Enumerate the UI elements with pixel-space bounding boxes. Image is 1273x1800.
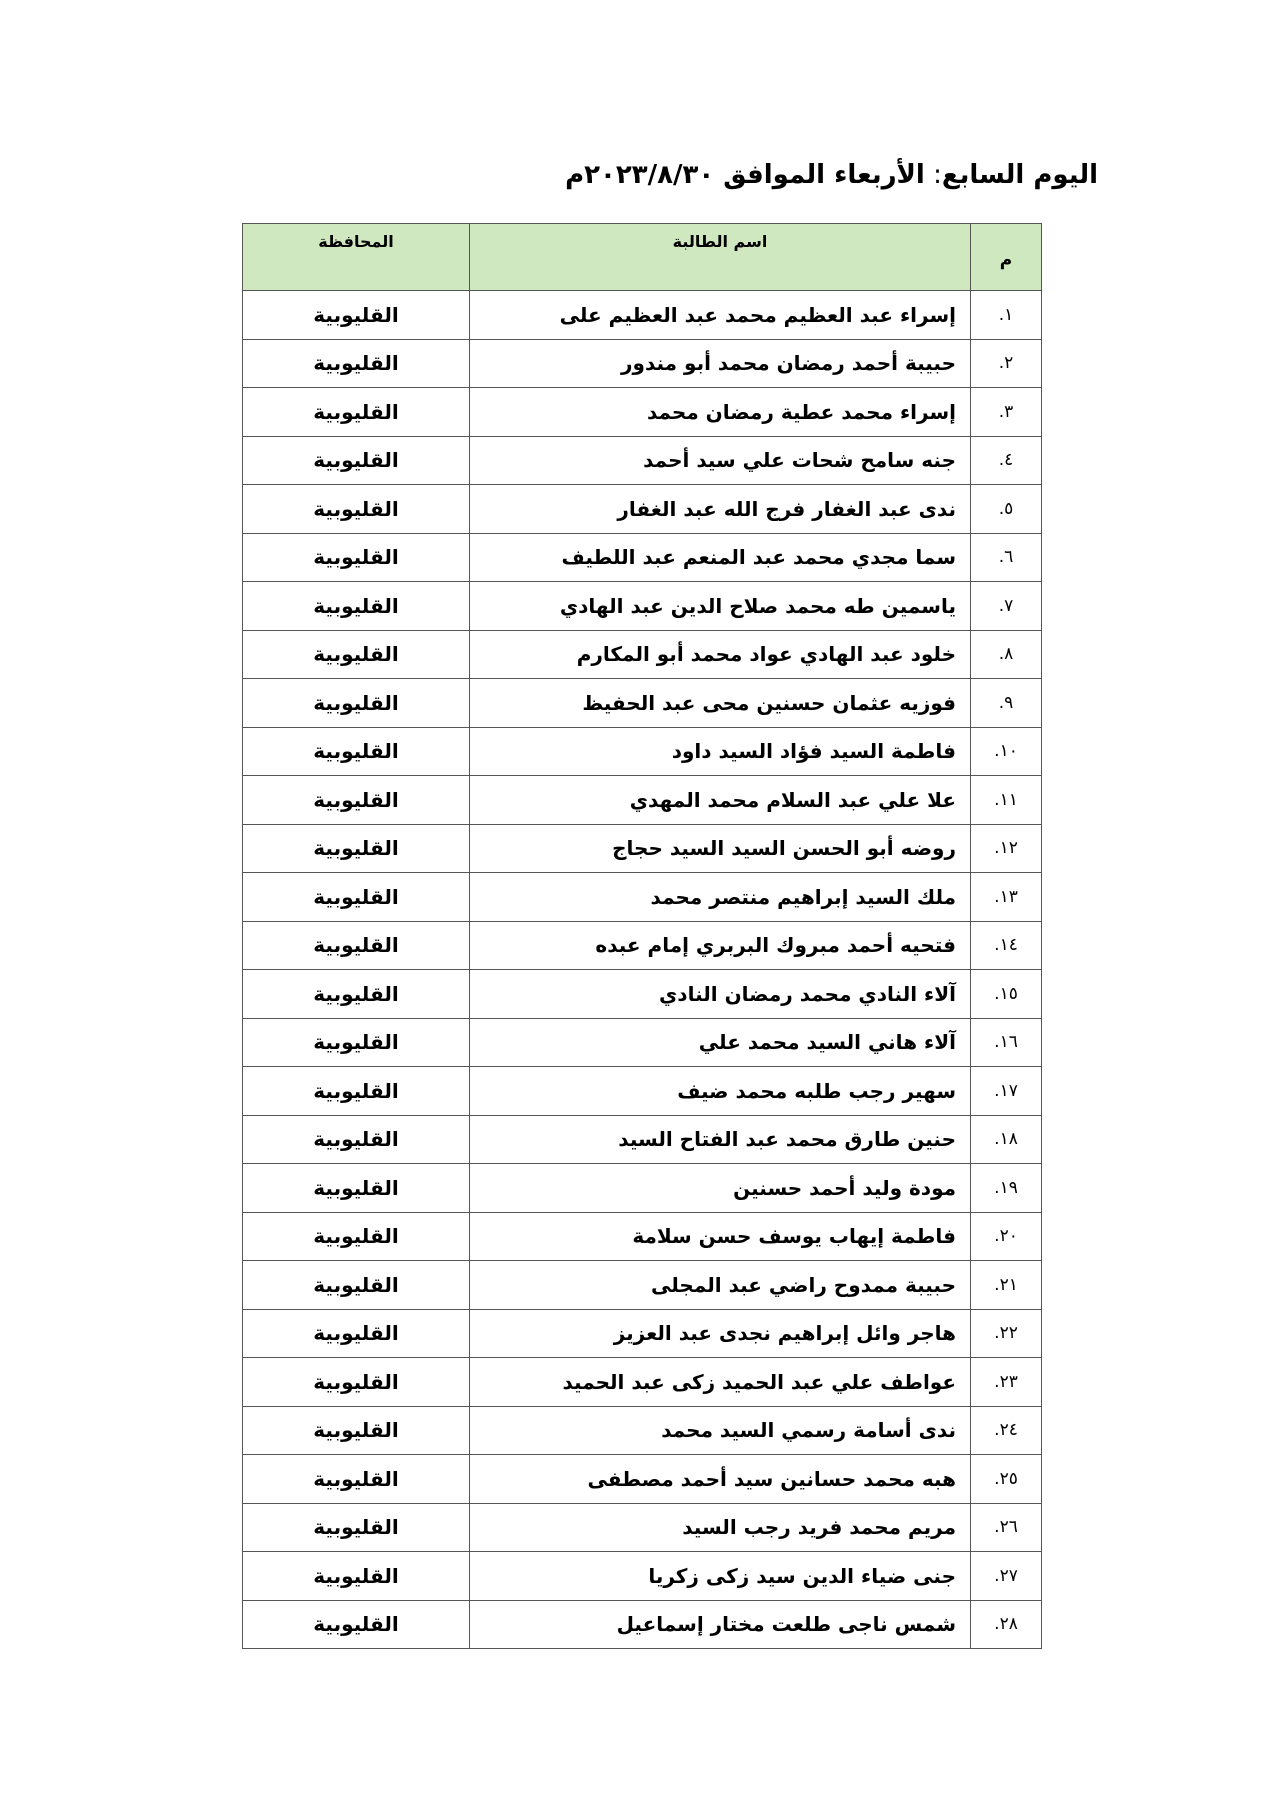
row-number: ١٦. xyxy=(971,1018,1042,1067)
governorate: القليوبية xyxy=(243,970,470,1019)
student-name: فاطمة السيد فؤاد السيد داود xyxy=(470,727,971,776)
students-table xyxy=(242,223,1042,1649)
table-row xyxy=(243,1067,1042,1116)
column-header-name: اسم الطالبة xyxy=(470,224,971,291)
governorate: القليوبية xyxy=(243,582,470,631)
governorate: القليوبية xyxy=(243,1164,470,1213)
student-name: هاجر وائل إبراهيم نجدى عبد العزيز xyxy=(470,1309,971,1358)
student-name: سهير رجب طلبه محمد ضيف xyxy=(470,1067,971,1116)
governorate: القليوبية xyxy=(243,630,470,679)
student-name: ندى عبد الغفار فرج الله عبد الغفار xyxy=(470,485,971,534)
row-number: ٢٦. xyxy=(971,1503,1042,1552)
governorate: القليوبية xyxy=(243,533,470,582)
governorate: القليوبية xyxy=(243,1067,470,1116)
table-row xyxy=(243,291,1042,340)
governorate: القليوبية xyxy=(243,921,470,970)
row-number: ١. xyxy=(971,291,1042,340)
row-number: ٢. xyxy=(971,339,1042,388)
day-label: اليوم السابع xyxy=(941,160,1098,190)
row-number: ١٢. xyxy=(971,824,1042,873)
governorate: القليوبية xyxy=(243,1115,470,1164)
student-name: خلود عبد الهادي عواد محمد أبو المكارم xyxy=(470,630,971,679)
header-row xyxy=(243,224,1042,291)
row-number: ١٠. xyxy=(971,727,1042,776)
governorate: القليوبية xyxy=(243,436,470,485)
student-name: إسراء عبد العظيم محمد عبد العظيم على xyxy=(470,291,971,340)
table-row xyxy=(243,1358,1042,1407)
table-row xyxy=(243,873,1042,922)
governorate: القليوبية xyxy=(243,1309,470,1358)
table-row xyxy=(243,679,1042,728)
row-number: ٥. xyxy=(971,485,1042,534)
table-row xyxy=(243,485,1042,534)
student-name: هبه محمد حسانين سيد أحمد مصطفى xyxy=(470,1455,971,1504)
governorate: القليوبية xyxy=(243,1358,470,1407)
title-separator: : xyxy=(924,160,942,190)
student-name: ملك السيد إبراهيم منتصر محمد xyxy=(470,873,971,922)
student-name: فوزيه عثمان حسنين محى عبد الحفيظ xyxy=(470,679,971,728)
table-row xyxy=(243,1406,1042,1455)
student-name: مودة وليد أحمد حسنين xyxy=(470,1164,971,1213)
date-text: الأربعاء الموافق ٢٠٢٣/٨/٣٠م xyxy=(565,160,925,190)
student-name: جنى ضياء الدين سيد زكى زكريا xyxy=(470,1552,971,1601)
student-name: مريم محمد فريد رجب السيد xyxy=(470,1503,971,1552)
row-number: ٢٥. xyxy=(971,1455,1042,1504)
row-number: ١٤. xyxy=(971,921,1042,970)
governorate: القليوبية xyxy=(243,1212,470,1261)
governorate: القليوبية xyxy=(243,1018,470,1067)
table-row xyxy=(243,1503,1042,1552)
table-body xyxy=(243,291,1042,1649)
governorate: القليوبية xyxy=(243,1455,470,1504)
governorate: القليوبية xyxy=(243,873,470,922)
governorate: القليوبية xyxy=(243,1552,470,1601)
student-name: حبيبة ممدوح راضي عبد المجلى xyxy=(470,1261,971,1310)
table-row xyxy=(243,1455,1042,1504)
student-name: ياسمين طه محمد صلاح الدين عبد الهادي xyxy=(470,582,971,631)
table-row xyxy=(243,970,1042,1019)
row-number: ٢٤. xyxy=(971,1406,1042,1455)
student-name: جنه سامح شحات علي سيد أحمد xyxy=(470,436,971,485)
table-row xyxy=(243,388,1042,437)
governorate: القليوبية xyxy=(243,1503,470,1552)
row-number: ٦. xyxy=(971,533,1042,582)
row-number: ١٣. xyxy=(971,873,1042,922)
governorate: القليوبية xyxy=(243,291,470,340)
governorate: القليوبية xyxy=(243,727,470,776)
row-number: ٢٧. xyxy=(971,1552,1042,1601)
table-row xyxy=(243,1115,1042,1164)
table-row xyxy=(243,1164,1042,1213)
row-number: ٢٢. xyxy=(971,1309,1042,1358)
table-row xyxy=(243,776,1042,825)
table-row xyxy=(243,630,1042,679)
table-row xyxy=(243,1018,1042,1067)
row-number: ١٩. xyxy=(971,1164,1042,1213)
table-row xyxy=(243,1600,1042,1649)
row-number: ١١. xyxy=(971,776,1042,825)
row-number: ٢٣. xyxy=(971,1358,1042,1407)
row-number: ٤. xyxy=(971,436,1042,485)
student-name: فاطمة إيهاب يوسف حسن سلامة xyxy=(470,1212,971,1261)
governorate: القليوبية xyxy=(243,1261,470,1310)
row-number: ٢١. xyxy=(971,1261,1042,1310)
row-number: ٨. xyxy=(971,630,1042,679)
table-row xyxy=(243,727,1042,776)
governorate: القليوبية xyxy=(243,1600,470,1649)
table-row xyxy=(243,1261,1042,1310)
row-number: ٢٠. xyxy=(971,1212,1042,1261)
student-name: حنين طارق محمد عبد الفتاح السيد xyxy=(470,1115,971,1164)
governorate: القليوبية xyxy=(243,339,470,388)
row-number: ٢٨. xyxy=(971,1600,1042,1649)
governorate: القليوبية xyxy=(243,776,470,825)
table-row xyxy=(243,1212,1042,1261)
page-title xyxy=(565,160,1098,190)
row-number: ٣. xyxy=(971,388,1042,437)
student-name: عواطف علي عبد الحميد زكى عبد الحميد xyxy=(470,1358,971,1407)
row-number: ٧. xyxy=(971,582,1042,631)
table-row xyxy=(243,533,1042,582)
row-number: ٩. xyxy=(971,679,1042,728)
student-name: شمس ناجى طلعت مختار إسماعيل xyxy=(470,1600,971,1649)
student-name: فتحيه أحمد مبروك البربري إمام عبده xyxy=(470,921,971,970)
column-header-number: م xyxy=(971,224,1042,291)
student-name: آلاء هاني السيد محمد علي xyxy=(470,1018,971,1067)
table-row xyxy=(243,1552,1042,1601)
student-name: آلاء النادي محمد رمضان النادي xyxy=(470,970,971,1019)
table-row xyxy=(243,921,1042,970)
table-row xyxy=(243,1309,1042,1358)
governorate: القليوبية xyxy=(243,1406,470,1455)
student-name: روضه أبو الحسن السيد السيد حجاج xyxy=(470,824,971,873)
governorate: القليوبية xyxy=(243,679,470,728)
row-number: ١٨. xyxy=(971,1115,1042,1164)
column-header-governorate: المحافظة xyxy=(243,224,470,291)
student-name: سما مجدي محمد عبد المنعم عبد اللطيف xyxy=(470,533,971,582)
student-name: ندى أسامة رسمي السيد محمد xyxy=(470,1406,971,1455)
table-row xyxy=(243,339,1042,388)
table-header xyxy=(243,224,1042,291)
row-number: ١٧. xyxy=(971,1067,1042,1116)
student-name: علا علي عبد السلام محمد المهدي xyxy=(470,776,971,825)
table-row xyxy=(243,824,1042,873)
row-number: ١٥. xyxy=(971,970,1042,1019)
student-name: إسراء محمد عطية رمضان محمد xyxy=(470,388,971,437)
governorate: القليوبية xyxy=(243,485,470,534)
governorate: القليوبية xyxy=(243,824,470,873)
student-name: حبيبة أحمد رمضان محمد أبو مندور xyxy=(470,339,971,388)
table-row xyxy=(243,582,1042,631)
governorate: القليوبية xyxy=(243,388,470,437)
table-row xyxy=(243,436,1042,485)
